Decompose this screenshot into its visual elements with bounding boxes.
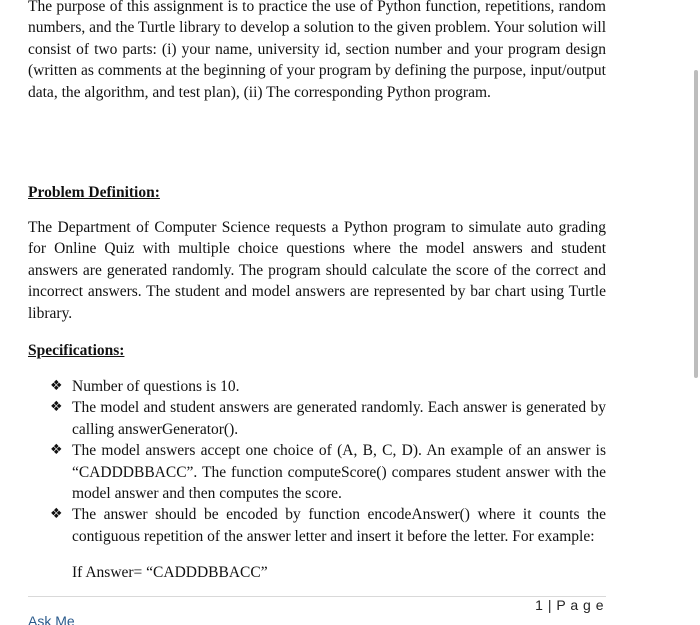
spec-item-text: The model and student answers are generated randomly. Each answer is generated by calling answerGenerator(). — [72, 399, 606, 438]
specifications-list — [50, 376, 606, 547]
spec-item-text: Number of questions is 10. — [72, 378, 240, 395]
problem-definition-paragraph: The Department of Computer Science requests a Python program to simulate auto grading for Online Quiz with multiple choice questions where the model answers and student answers are generated randomly. The program should calculate the score of the correct and incorrect answers. The student and model answers are represented by bar chart using Turtle library. — [28, 219, 606, 322]
diamond-bullet-icon: ❖ — [50, 442, 63, 459]
diamond-bullet-icon: ❖ — [50, 378, 63, 394]
ask-me-link[interactable]: Ask Me — [28, 613, 75, 625]
diamond-bullet-icon: ❖ — [50, 399, 63, 416]
vertical-scrollbar[interactable] — [694, 70, 698, 378]
list-item — [50, 397, 606, 440]
footer-divider — [28, 596, 606, 597]
intro-paragraph: The purpose of this assignment is to practice the use of Python function, repetitions, random numbers, and the Turtle library to develop a solution to the given problem. Your solution will consist of two parts: (i) your name, university id, section number and your program design (written as comments at the beginning of your program by defining the purpose, input/output data, the algorithm, and test plan), (ii) The corresponding Python program. — [28, 0, 606, 101]
example-answer: If Answer= “CADDDBBACC” — [72, 564, 268, 581]
specifications-heading: Specifications: — [28, 342, 125, 359]
list-item — [50, 376, 606, 397]
list-item — [50, 440, 606, 504]
list-item — [50, 504, 606, 547]
problem-definition-heading: Problem Definition: — [28, 184, 160, 201]
diamond-bullet-icon: ❖ — [50, 506, 63, 523]
spec-item-text: The answer should be encoded by function encodeAnswer() where it counts the contiguous repetition of the answer letter and insert it before the letter. For example: — [72, 506, 606, 545]
spec-item-text: The model answers accept one choice of (A, B, C, D). An example of an answer is “CADDDBBACC”. The function computeScore() compares student answer with the model answer and then computes the score. — [72, 442, 606, 503]
page-number: 1 | P a g e — [535, 597, 604, 613]
